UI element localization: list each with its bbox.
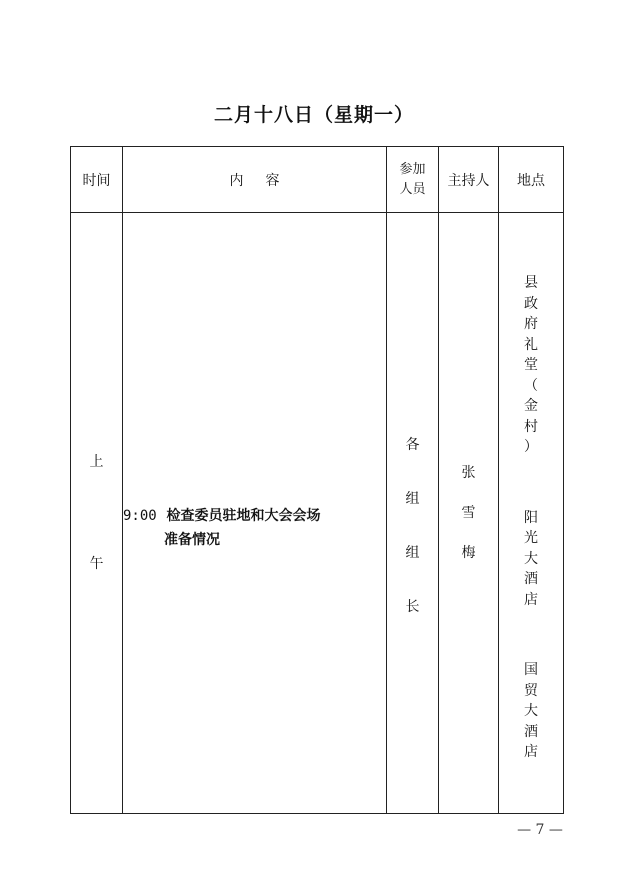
header-content [123,147,387,213]
header-time-label: 时间 [82,172,111,189]
event-time: 9:00 [123,508,157,524]
event-content-line2: 准备情况 [164,532,220,548]
event-content-line1: 检查委员驻地和大会会场 [166,508,321,524]
location-char: 店 [524,591,538,608]
schedule-table [70,146,564,814]
host-cell [439,213,499,814]
location-char: 府 [524,316,538,333]
header-participants-line2: 人员 [399,181,426,197]
location-char: 堂 [524,357,538,374]
location-char: 酒 [524,571,538,588]
host-char: 梅 [461,545,476,561]
host-char: 雪 [461,505,476,521]
header-host [439,147,499,213]
page-number: — 7 — [517,822,563,838]
participants-char: 组 [405,491,420,507]
header-participants-line1: 参加 [399,161,426,177]
location-char: 国 [524,662,538,679]
location-char: 阳 [524,509,538,526]
location-cell [499,213,564,814]
location-char: 县 [524,275,538,292]
header-time [71,147,123,213]
participants-char: 组 [405,545,420,561]
header-row [71,147,564,213]
header-host-label: 主持人 [447,172,490,189]
location-char: 酒 [524,723,538,740]
page-title: 二月十八日（星期一） [213,104,414,126]
location-char: 贸 [524,682,538,699]
location-char: 政 [524,295,538,312]
location-char: 村 [524,418,538,435]
location-char: 礼 [524,336,538,353]
host-char: 张 [461,465,476,481]
header-content-label: 内容 [229,172,302,189]
location-char: 大 [524,703,538,720]
period-label-2: 午 [89,556,104,572]
location-char: 金 [524,398,538,415]
location-char: 店 [524,744,538,761]
participants-char: 长 [405,599,420,615]
content-cell [123,213,387,814]
header-location [499,147,564,213]
header-participants [387,147,439,213]
location-char: 光 [524,530,538,547]
location-char: （ [524,377,538,394]
participants-char: 各 [405,437,420,453]
period-label-1: 上 [89,454,104,470]
participants-cell [387,213,439,814]
period-cell [71,213,123,814]
header-location-label: 地点 [517,172,545,189]
location-char: 大 [524,550,538,567]
table-row [71,213,564,814]
location-char: ） [524,439,538,456]
